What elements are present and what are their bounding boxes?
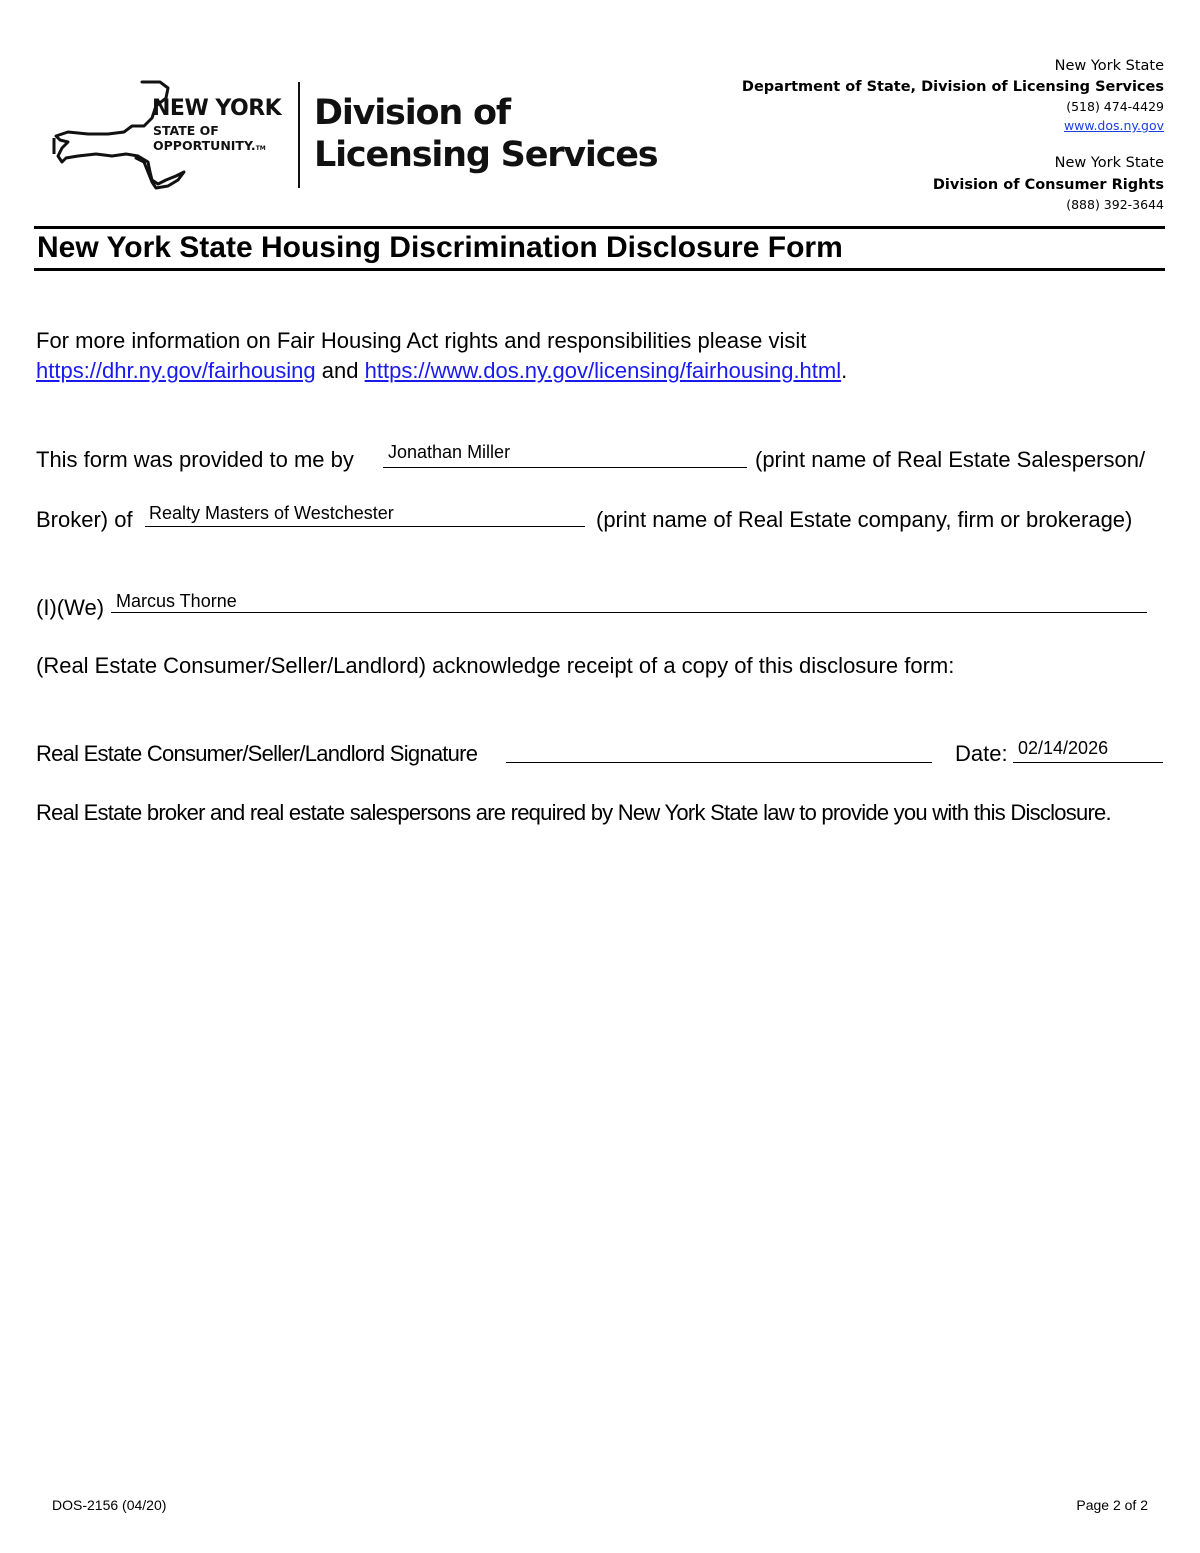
provided-by-label: This form was provided to me by (36, 447, 354, 472)
broker-hint: (print name of Real Estate company, firm or brokerage) (596, 507, 1133, 532)
info-text: For more information on Fair Housing Act rights and responsibilities please visit (36, 328, 807, 353)
contact2-state: New York State (1054, 155, 1164, 171)
division-title-line2: Licensing Services (314, 135, 658, 175)
date-label: Date: (955, 741, 1008, 766)
acknowledge-text: (Real Estate Consumer/Seller/Landlord) acknowledge receipt of a copy of this disclosure form: (36, 653, 955, 678)
page-number: Page 2 of 2 (1076, 1497, 1148, 1513)
contact1-department: Department of State, Division of Licensing Services (741, 79, 1164, 95)
signature-field-line (506, 762, 932, 763)
signature-label: Real Estate Consumer/Seller/Landlord Signature (36, 741, 478, 766)
consumer-field[interactable]: Marcus Thorne (116, 591, 237, 611)
provided-by-field-line (383, 467, 747, 468)
contact2-phone: (888) 392-3644 (1066, 197, 1164, 212)
info-links-line (36, 358, 847, 384)
date-field[interactable]: 02/14/2026 (1018, 738, 1109, 758)
broker-field[interactable]: Realty Masters of Westchester (149, 503, 394, 523)
broker-label: Broker) of (36, 507, 133, 532)
contact2-division: Division of Consumer Rights (932, 177, 1164, 193)
contact1-state: New York State (1054, 58, 1164, 74)
division-title-line1: Division of (314, 93, 510, 133)
provided-by-field[interactable]: Jonathan Miller (388, 442, 511, 462)
title-bottom-rule (34, 268, 1165, 271)
legal-notice: Real Estate broker and real estate salespersons are required by New York State law to provide you with this Disclosure. (36, 800, 1111, 825)
dos-fairhousing-link[interactable]: https://www.dos.ny.gov/licensing/fairhousing.html (364, 358, 842, 383)
date-field-line (1013, 762, 1163, 763)
consumer-label: (I)(We) (36, 595, 105, 620)
form-id: DOS-2156 (04/20) (52, 1497, 167, 1513)
logo-tagline-line1: STATE OF (153, 123, 219, 138)
logo-state-name: NEW YORK (152, 96, 282, 121)
logo-trademark: TM (255, 145, 266, 152)
logo-divider (298, 82, 300, 188)
provided-by-hint: (print name of Real Estate Salesperson/ (755, 447, 1146, 472)
contact1-phone: (518) 474-4429 (1066, 99, 1164, 114)
broker-field-line (145, 526, 585, 527)
logo-tagline-line2: OPPORTUNITY.TM (153, 138, 266, 153)
contact1-website-link[interactable]: www.dos.ny.gov (1063, 118, 1164, 133)
title-top-rule (34, 226, 1165, 229)
link-end-period: . (841, 358, 848, 383)
form-title: New York State Housing Discrimination Disclosure Form (37, 231, 843, 264)
dhr-fairhousing-link[interactable]: https://dhr.ny.gov/fairhousing (36, 358, 316, 383)
consumer-field-line (111, 612, 1147, 613)
link-joiner: and (321, 358, 359, 383)
